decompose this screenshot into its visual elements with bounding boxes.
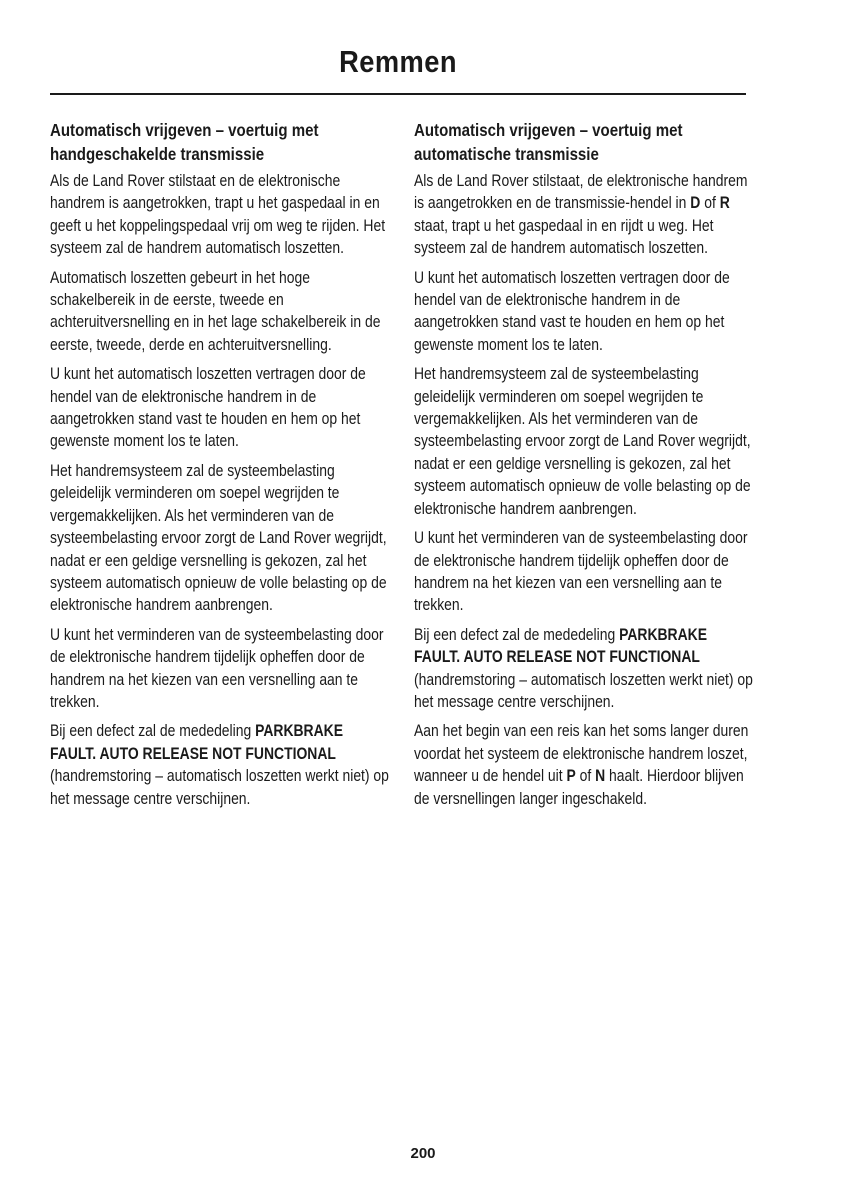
section-heading-manual: Automatisch vrijgeven – voertuig met handgeschakelde transmissie — [50, 120, 319, 164]
paragraph: U kunt het automatisch loszetten vertragen door de hendel van de elektronische handrem in de aangetrokken stand vast te houden en hem op het gewenste moment los te laten. — [50, 365, 366, 451]
text: of — [700, 194, 720, 213]
text: (handremstoring – automatisch loszetten werkt niet) op het message centre verschijnen. — [50, 767, 389, 808]
page-number: 200 — [410, 1145, 436, 1162]
text: haalt. Hierdoor blijven de versnellingen langer ingeschakeld. — [414, 767, 744, 808]
paragraph-fault-message — [414, 624, 754, 714]
paragraph: U kunt het verminderen van de systeembelasting door de elektronische handrem tijdelijk opheffen door de handrem na het kiezen van een versnelling aan te trekken. — [50, 625, 384, 711]
paragraph — [414, 720, 754, 810]
text: Aan het begin van een reis kan het soms langer duren voordat het systeem de elektronische handrem loszet, wanneer u de hendel uit — [414, 722, 749, 786]
text: (handremstoring – automatisch loszetten werkt niet) op het message centre verschijnen. — [414, 670, 753, 711]
paragraph: Als de Land Rover stilstaat en de elektronische handrem is aangetrokken, trapt u het gaspedaal in en geeft u het koppelingspedaal vrij om weg te rijden. Het systeem zal de handrem automatisch loszetten. — [50, 172, 386, 258]
gear-r: R — [719, 194, 730, 213]
paragraph — [414, 170, 754, 260]
text: Bij een defect zal de mededeling — [414, 625, 620, 644]
right-column — [414, 118, 754, 817]
text: of — [575, 767, 596, 786]
text: Bij een defect zal de mededeling — [50, 722, 256, 741]
page-title: Remmen — [339, 44, 457, 79]
left-column — [50, 118, 390, 817]
title-divider — [50, 93, 746, 95]
text: staat, trapt u het gaspedaal in en rijdt u weg. Het systeem zal de handrem automatisch loszetten. — [414, 216, 714, 258]
text: Als de Land Rover stilstaat, de elektronische handrem is aangetrokken en de transmissie-hendel in — [414, 172, 748, 213]
gear-n: N — [595, 767, 606, 786]
paragraph: Automatisch loszetten gebeurt in het hoge schakelbereik in de eerste, tweede en achteruitversnelling en in het lage schakelbereik in de eerste, tweede, derde en achteruitversnelling. — [50, 268, 381, 354]
fault-message-text: PARKBRAKE FAULT. AUTO RELEASE NOT FUNCTIONAL — [50, 722, 344, 763]
paragraph: Het handremsysteem zal de systeembelasting geleidelijk verminderen om soepel wegrijden te vergemakkelijken. Als het verminderen van de systeembelasting ervoor zorgt de Land Rover wegrijdt, nadat er een geldige versnelling is gekozen, zal het systeem automatisch opnieuw de volle belasting op de elektronische handrem aanbrengen. — [414, 365, 751, 518]
paragraph-fault-message — [50, 720, 390, 810]
gear-d: D — [690, 194, 701, 213]
gear-p: P — [566, 767, 576, 786]
paragraph: U kunt het automatisch loszetten vertragen door de hendel van de elektronische handrem in de aangetrokken stand vast te houden en hem op het gewenste moment los te laten. — [414, 268, 730, 354]
paragraph: Het handremsysteem zal de systeembelasting geleidelijk verminderen om soepel wegrijden te vergemakkelijken. Als het verminderen van de systeembelasting ervoor zorgt de Land Rover wegrijdt, nadat er een geldige versnelling is gekozen, zal het systeem automatisch opnieuw de volle belasting op de elektronische handrem aanbrengen. — [50, 461, 387, 615]
fault-message-text: PARKBRAKE FAULT. AUTO RELEASE NOT FUNCTIONAL — [414, 625, 708, 667]
paragraph: U kunt het verminderen van de systeembelasting door de elektronische handrem tijdelijk opheffen door de handrem na het kiezen van een versnelling aan te trekken. — [414, 529, 748, 615]
section-heading-automatic: Automatisch vrijgeven – voertuig met automatische transmissie — [414, 120, 683, 164]
